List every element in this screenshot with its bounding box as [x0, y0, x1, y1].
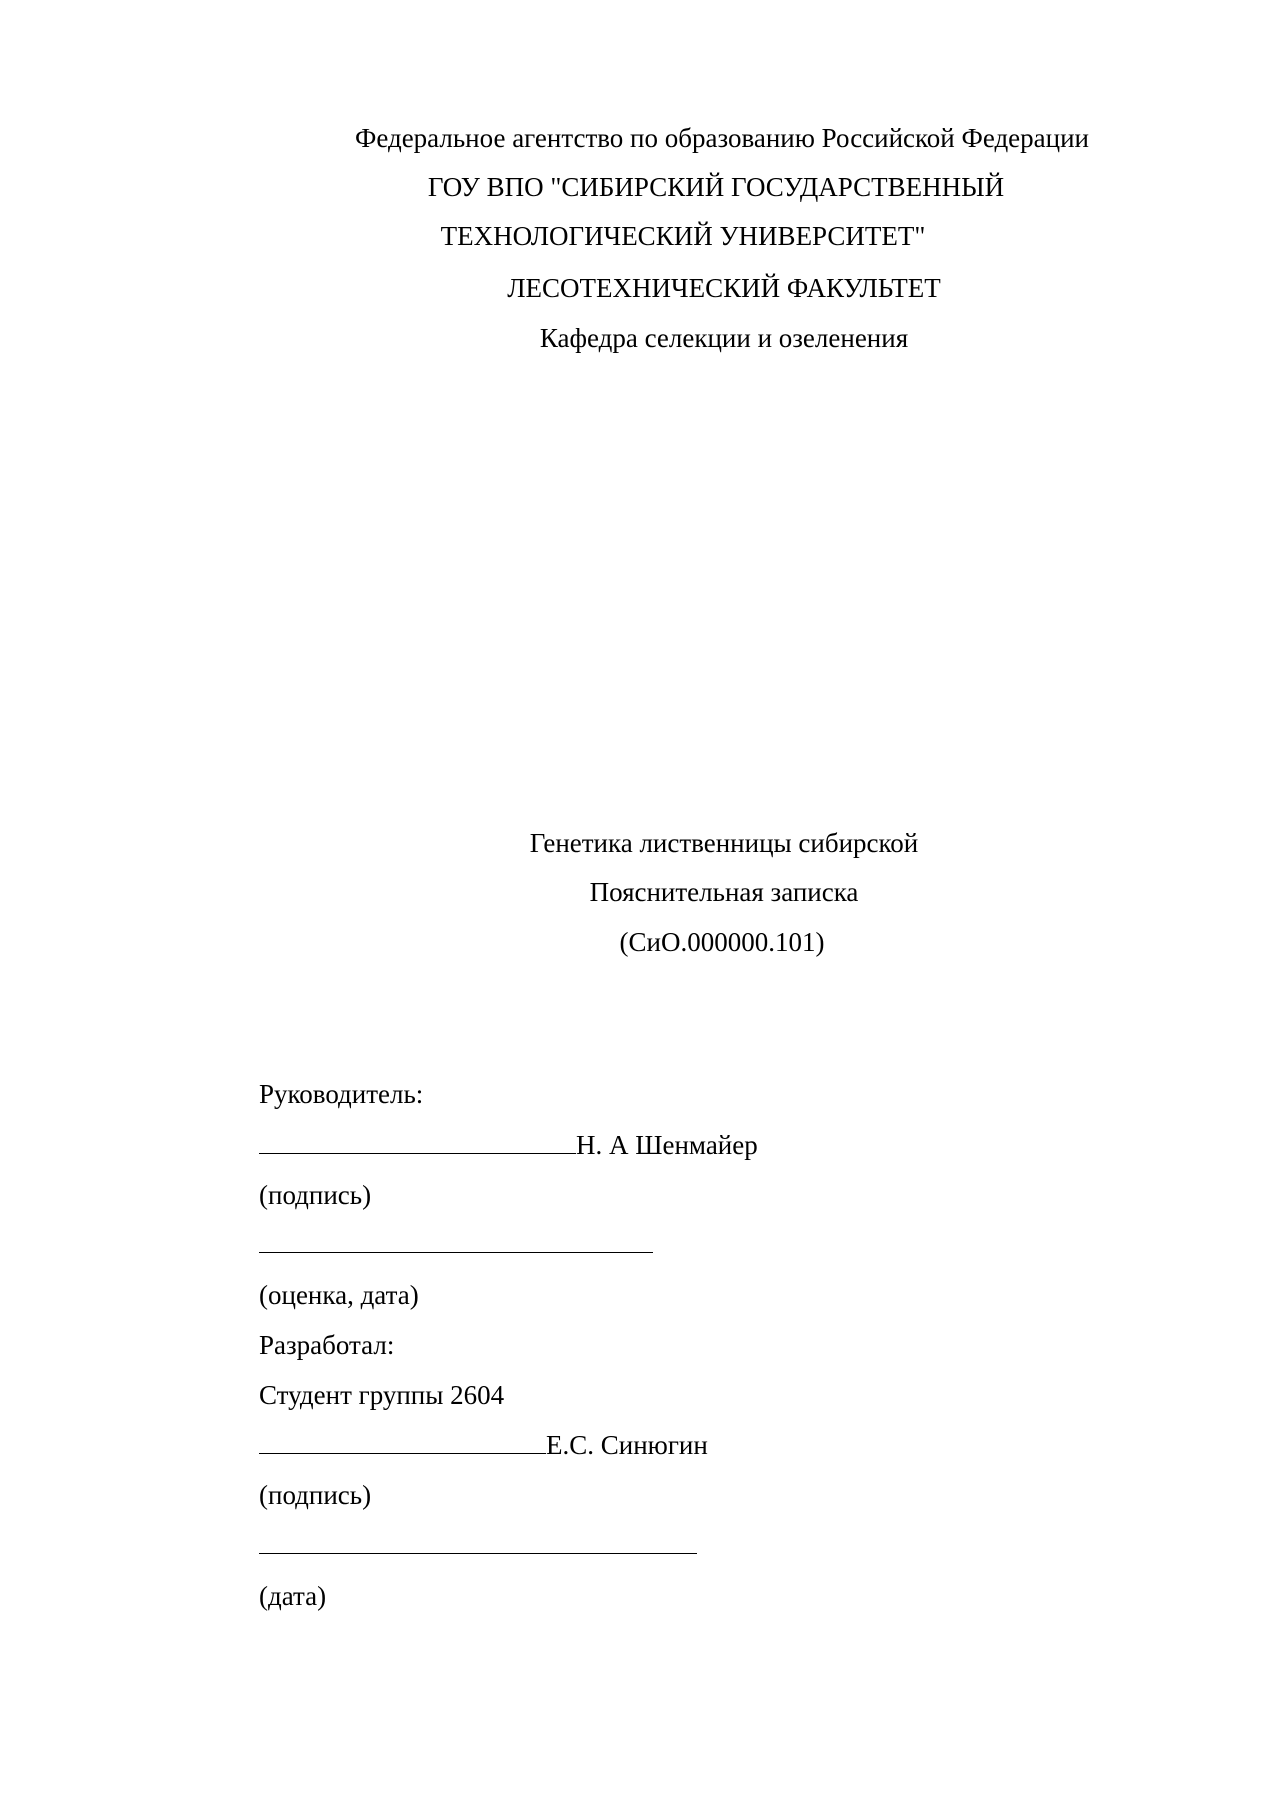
student-group: Студент группы 2604 [259, 1380, 505, 1410]
grade-date-caption: (оценка, дата) [259, 1280, 419, 1310]
supervisor-name: Н. А Шенмайер [576, 1130, 758, 1160]
signature-caption-1: (подпись) [259, 1180, 372, 1210]
document-code: (СиО.000000.101) [619, 927, 825, 957]
department-line: Кафедра селекции и озеленения [539, 323, 909, 353]
grade-date-row [259, 1228, 653, 1260]
university-line-1: ГОУ ВПО "СИБИРСКИЙ ГОСУДАРСТВЕННЫЙ [427, 172, 1005, 202]
date-caption: (дата) [259, 1581, 327, 1611]
student-name: Е.С. Синюгин [546, 1430, 708, 1460]
supervisor-signature-row [259, 1129, 758, 1161]
date-line [259, 1529, 697, 1554]
supervisor-label: Руководитель: [259, 1079, 424, 1109]
faculty-line: ЛЕСОТЕХНИЧЕСКИЙ ФАКУЛЬТЕТ [507, 273, 941, 303]
signature-line [259, 1129, 576, 1154]
signature-caption-2: (подпись) [259, 1480, 372, 1510]
developer-label: Разработал: [259, 1330, 395, 1360]
university-line-2: ТЕХНОЛОГИЧЕСКИЙ УНИВЕРСИТЕТ" [440, 221, 926, 251]
document-type: Пояснительная записка [589, 877, 859, 907]
student-signature-row [259, 1429, 708, 1461]
grade-date-line [259, 1228, 653, 1253]
agency-line: Федеральное агентство по образованию Российской Федерации [354, 123, 1090, 153]
date-row [259, 1529, 697, 1561]
signature-line [259, 1429, 546, 1454]
topic-title: Генетика лиственницы сибирской [529, 828, 919, 858]
